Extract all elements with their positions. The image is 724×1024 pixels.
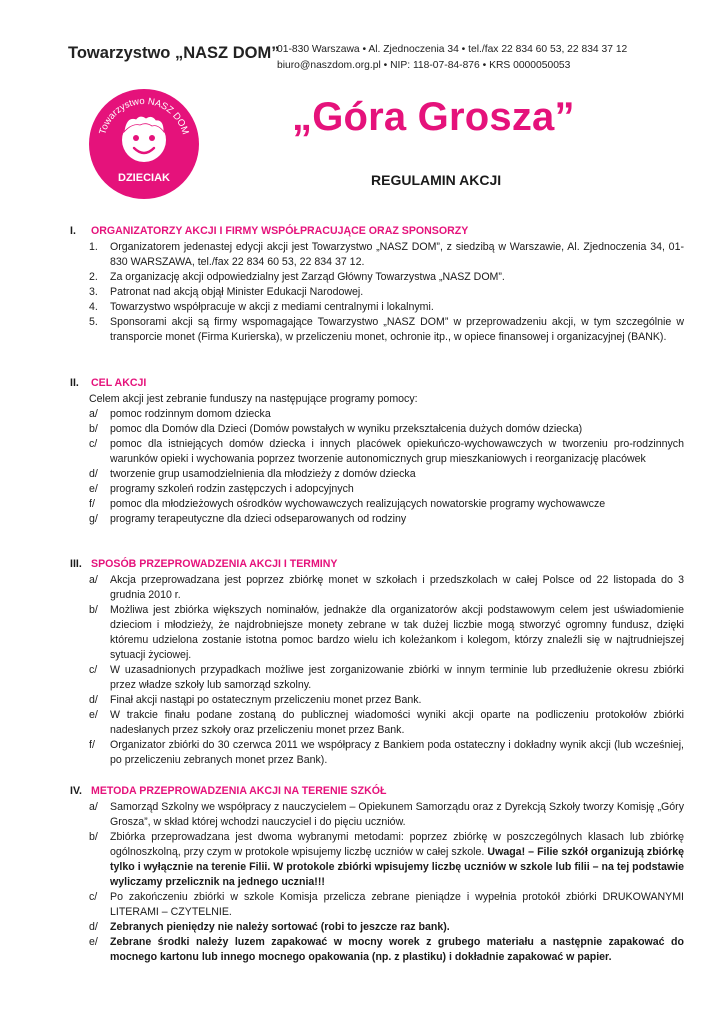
list-item: c/ Po zakończeniu zbiórki w szkole Komisja przelicza zebrane pieniądze i wypełnia protokół zbiórki DRUKOWANYMI LITERAMI – CZYTELNIE. bbox=[89, 891, 684, 918]
bold-note: Zebrane środki należy luzem zapakować w mocny worek z grubego materiału a następnie zapakować do mocnego kartonu lub innego mocnego opakowania (np. z plastiku) i dokładnie zapakować w papier. bbox=[110, 936, 684, 963]
list-item: 1. Organizatorem jedenastej edycji akcji jest Towarzystwo „NASZ DOM”, z siedzibą w Warszawie, Al. Zjednoczenia 34, 01-830 WARSZAWA, tel./fax 22 834 60 53, 22 834 37 12. bbox=[89, 241, 684, 268]
list-item: e/ programy szkoleń rodzin zastępczych i adopcyjnych bbox=[89, 483, 354, 495]
list-item: d/ Finał akcji nastąpi po ostatecznym przeliczeniu monet przez Bank. bbox=[89, 694, 422, 706]
section-title: ORGANIZATORZY AKCJI I FIRMY WSPÓŁPRACUJĄCE ORAZ SPONSORZY bbox=[91, 225, 469, 237]
list-item: e/ Zebrane środki należy luzem zapakować w mocny worek z grubego materiału a następnie zapakować do mocnego kartonu lub innego mocnego opakowania (np. z plastiku) i dokładnie zapakować w papier. bbox=[89, 936, 684, 963]
logo-arc-text: Towarzystwo NASZ DOM bbox=[97, 95, 191, 136]
list-item: f/ pomoc dla młodzieżowych ośrodków wychowawczych realizujących nowatorskie programy wychowawcze bbox=[89, 498, 606, 510]
address-line-2: biuro@naszdom.org.pl • NIP: 118-07-84-876 • KRS 0000050053 bbox=[277, 60, 571, 71]
section-number: IV. bbox=[70, 785, 82, 797]
list-item: d/ Zebranych pieniędzy nie należy sortować (robi to jeszcze raz bank). bbox=[89, 921, 450, 933]
list-item: g/ programy terapeutyczne dla dzieci odseparowanych od rodziny bbox=[89, 513, 407, 525]
address-line-1: 01-830 Warszawa • Al. Zjednoczenia 34 • tel./fax 22 834 60 53, 22 834 37 12 bbox=[277, 44, 628, 55]
logo-bottom-text: DZIECIAK bbox=[118, 172, 170, 184]
list-item: c/ W uzasadnionych przypadkach możliwe jest zorganizowanie zbiórki w innym terminie lub przedłużenie okresu zbiórki przez władze szkoły lub samorząd szkolny. bbox=[89, 664, 684, 691]
section-title: SPOSÓB PRZEPROWADZENIA AKCJI I TERMINY bbox=[91, 558, 338, 570]
list-item: a/ pomoc rodzinnym domom dziecka bbox=[89, 408, 271, 420]
section-method-and-terms bbox=[70, 557, 684, 768]
list-item: b/ Możliwa jest zbiórka większych nominałów, jednakże dla organizatorów akcji podstawowym celem jest uświadomienie dzieciom i młodzieży, że najdrobniejsze monety zebrane w tak dużej liczbie mogą stworzyć ogromny fundusz, dzięki któremu udzielona zostanie istotna pomoc bardzo wielu ich koleżankom i kolegom, którzy znaleźli się w najtrudniejszej sytuacji życiowej. bbox=[89, 604, 684, 661]
list-item: a/ Samorząd Szkolny we współpracy z nauczycielem – Opiekunem Samorządu oraz z Dyrekcją Szkoły tworzy Komisję „Góry Grosza”, w skład której wchodzi nauczyciel i do pięciu uczniów. bbox=[89, 801, 684, 828]
list-item: 3. Patronat nad akcją objął Minister Edukacji Narodowej. bbox=[89, 286, 364, 298]
list-item: b/ Zbiórka przeprowadzana jest dwoma wybranymi metodami: poprzez zbiórkę w poszczególnych klasach lub zbiórkę ogólnoszkolną, przy czym w protokole wpisujemy liczbę uczniów w całej szkole. Uwaga! – Filie szkół organizują zbiórkę tylko i wyłącznie na terenie Filii. W protokole zbiórki wpisujemy liczbę uczniów w szkole lub filii – na tej podstawie wyliczamy przelicznik na jednego ucznia!!! bbox=[89, 831, 684, 888]
section-school-method bbox=[70, 784, 684, 965]
section-title: METODA PRZEPROWADZENIA AKCJI NA TERENIE SZKÓŁ bbox=[91, 785, 387, 797]
list-item: d/ tworzenie grup usamodzielnienia dla młodzieży z domów dziecka bbox=[89, 468, 416, 480]
list-item: 5. Sponsorami akcji są firmy wspomagające Towarzystwo „NASZ DOM” w przeprowadzeniu akcji, w tym szczególnie w transporcie monet (Firma Kurierska), w przeliczeniu monet, ochronie itp., w opiece finansowej i organizacyjnej (BANK). bbox=[89, 316, 684, 343]
list-item: b/ pomoc dla Domów dla Dzieci (Domów powstałych w wyniku przekształcenia dużych domów dziecka) bbox=[89, 423, 583, 435]
bold-note: Uwaga! – Filie szkół organizują zbiórkę tylko i wyłącznie na terenie Filii. W protokole zbiórki wpisujemy liczbę uczniów w szkole lub filii – na tej podstawie wyliczamy przelicznik na jednego ucznia!!! bbox=[110, 846, 684, 888]
campaign-title: „Góra Grosza” bbox=[292, 95, 575, 139]
list-item: a/ Akcja przeprowadzana jest poprzez zbiórkę monet w szkołach i przedszkolach w całej Polsce od 22 listopada do 3 grudnia 2010 r. bbox=[89, 574, 684, 601]
section-goal bbox=[70, 376, 684, 527]
section-title: CEL AKCJI bbox=[91, 377, 147, 389]
dzieciak-logo-icon bbox=[88, 88, 200, 200]
section-intro: Celem akcji jest zebranie funduszy na następujące programy pomocy: bbox=[89, 393, 418, 405]
section-number: I. bbox=[70, 225, 76, 237]
section-organizers bbox=[70, 224, 684, 345]
list-item: 2. Za organizację akcji odpowiedzialny jest Zarząd Główny Towarzystwa „NASZ DOM”. bbox=[89, 271, 505, 283]
list-item: 4. Towarzystwo współpracuje w akcji z mediami centralnymi i lokalnymi. bbox=[89, 301, 434, 313]
bold-note: Zebranych pieniędzy nie należy sortować (robi to jeszcze raz bank). bbox=[110, 921, 450, 933]
section-number: III. bbox=[70, 558, 82, 570]
list-item: f/ Organizator zbiórki do 30 czerwca 2011 we współpracy z Bankiem poda ostateczny i dokładny wynik akcji (lub wcześniej, po przeliczeniu zebranych monet przez Bank). bbox=[89, 739, 684, 766]
section-number: II. bbox=[70, 377, 79, 389]
organization-name: Towarzystwo „NASZ DOM” bbox=[68, 44, 280, 62]
regulations-title: REGULAMIN AKCJI bbox=[371, 172, 502, 188]
list-item: e/ W trakcie finału podane zostaną do publicznej wiadomości wyniki akcji oparte na podliczeniu protokołów zbiórki nadesłanych przez szkoły oraz przeliczeniu monet przez Bank. bbox=[89, 709, 684, 736]
list-item: c/ pomoc dla istniejących domów dziecka i innych placówek opiekuńczo-wychowawczych w tworzeniu pro-rodzinnych warunków opieki i wychowania poprzez tworzenie autonomicznych grup mieszkaniowych i reorganizację placówek bbox=[89, 438, 684, 465]
